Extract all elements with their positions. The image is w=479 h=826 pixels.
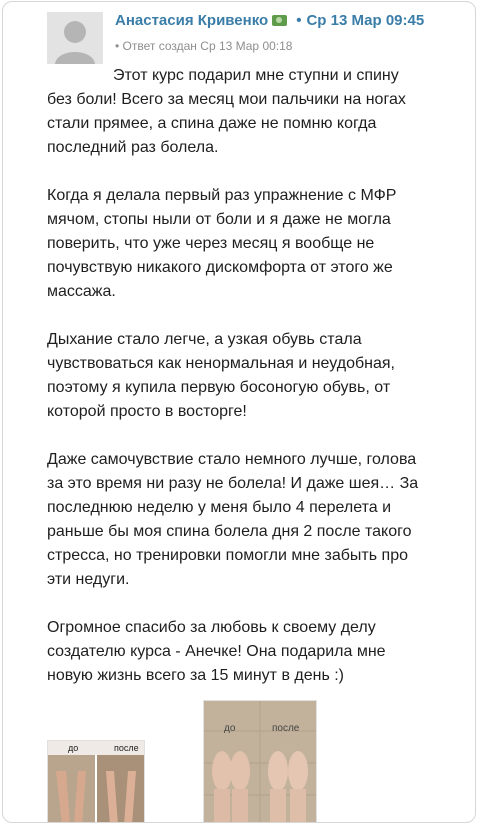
paragraph: Даже самочувствие стало немного лучше, голова за это время ни разу не болела! И даже шея… За последнюю неделю у меня было 4 перелета и раньше бы моя спина болела дня 2 после такого стресса, но тренировки помогли мне забыть про эти недуги. bbox=[47, 451, 419, 588]
dot-separator: • bbox=[296, 12, 302, 29]
post-body bbox=[47, 64, 427, 712]
post-header bbox=[115, 12, 424, 29]
photo-label-before: до bbox=[68, 743, 79, 753]
paragraph: Этот курс подарил мне ступни и спину без боли! Всего за месяц мои пальчики на ногах стали прямее, а спина даже не помню когда последний раз болела. bbox=[47, 67, 406, 156]
post-date[interactable]: Ср 13 Мар 09:45 bbox=[306, 12, 425, 29]
author-name[interactable]: Анастасия Кривенко bbox=[115, 12, 269, 29]
post-meta bbox=[115, 39, 292, 53]
photo-label-after: после bbox=[114, 743, 139, 753]
feet-on-floor-photo-icon bbox=[204, 701, 316, 823]
photo-thumbnail[interactable] bbox=[47, 740, 145, 823]
user-silhouette-icon bbox=[47, 12, 103, 64]
avatar[interactable] bbox=[47, 12, 103, 64]
paragraph: Когда я делала первый раз упражнение с МФР мячом, стопы ныли от боли и я даже не могла поверить, что уже через месяц я вообще не почувствую никакого дискомфорта от этого же массажа. bbox=[47, 187, 397, 300]
photo-label-after: после bbox=[272, 723, 300, 734]
photo-label-before: до bbox=[224, 723, 236, 734]
paragraph: Огромное спасибо за любовь к своему делу создателю курса - Анечке! Она подарила мне новую жизнь всего за 15 минут в день :) bbox=[47, 619, 386, 684]
feet-photo-icon bbox=[48, 741, 144, 823]
photo-thumbnail[interactable] bbox=[203, 700, 317, 823]
paragraph: Дыхание стало легче, а узкая обувь стала чувствоваться как ненормальная и неудобная, поэтому я купила первую босоногую обувь, от которой просто в восторге! bbox=[47, 331, 395, 420]
bullet-icon: • bbox=[115, 39, 120, 53]
verified-badge-icon bbox=[272, 15, 287, 26]
review-card bbox=[2, 1, 476, 823]
created-label: Ответ создан Ср 13 Мар 00:18 bbox=[122, 39, 293, 53]
